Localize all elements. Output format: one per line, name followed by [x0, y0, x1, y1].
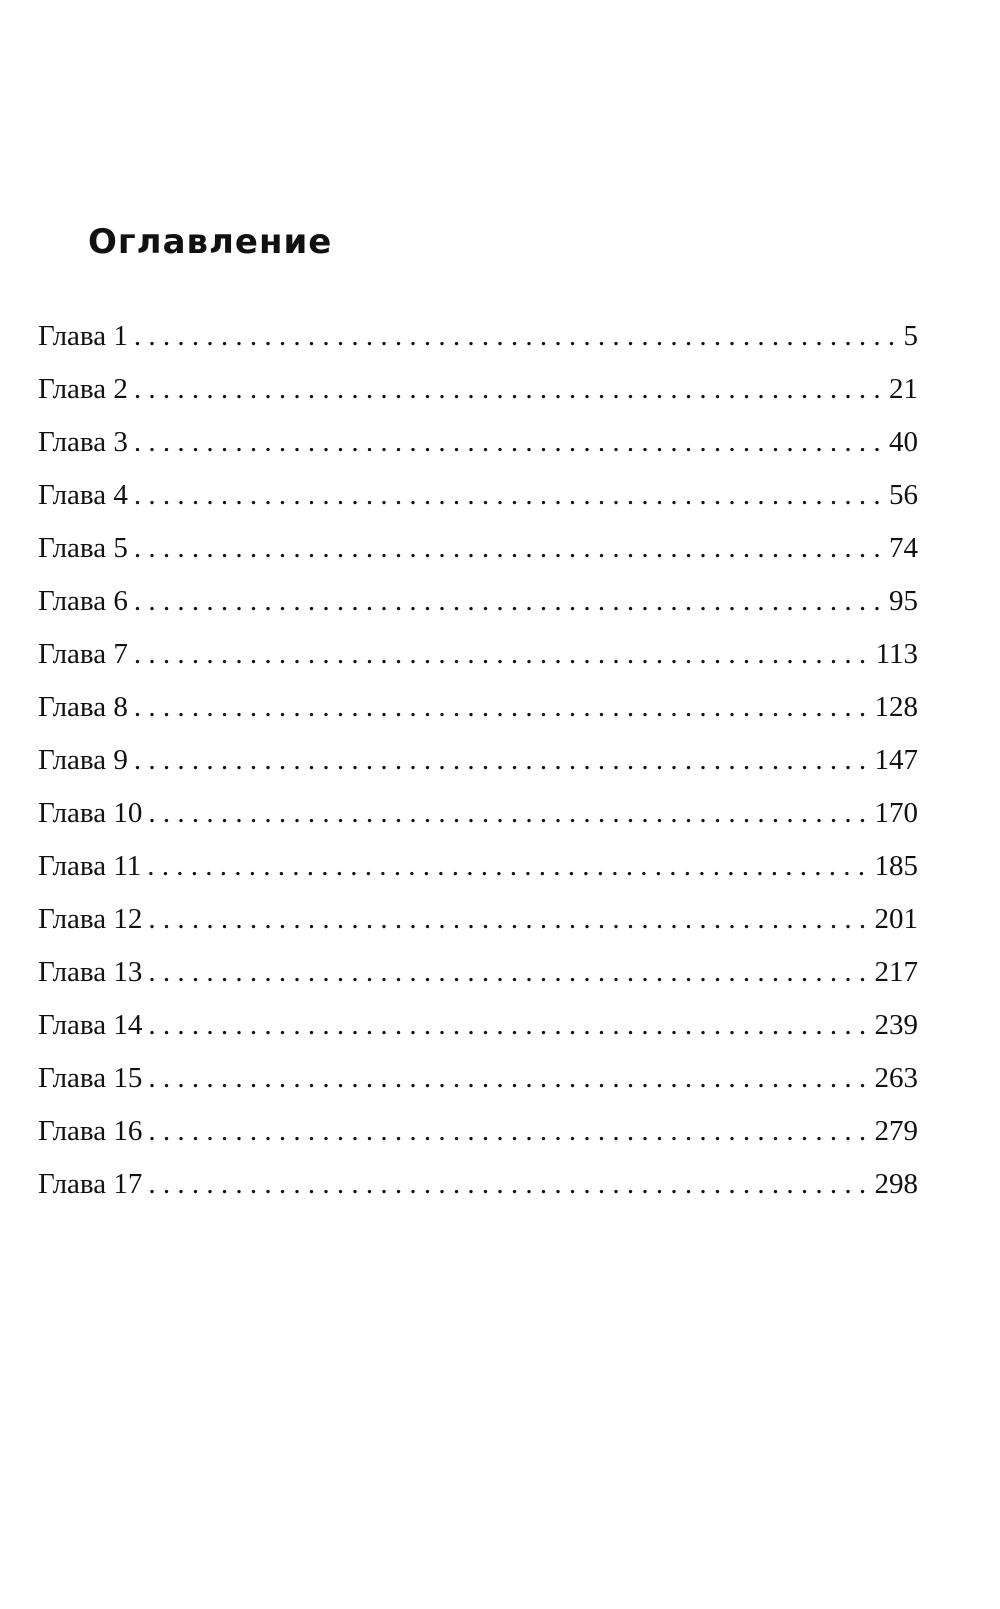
toc-entry[interactable]: [38, 310, 918, 363]
toc-chapter-title: Глава 12: [38, 903, 143, 935]
toc-entry[interactable]: [38, 469, 918, 522]
toc-dot-leader: [148, 1158, 872, 1211]
toc-page-number: 263: [874, 1062, 918, 1094]
toc-entry[interactable]: [38, 999, 918, 1052]
toc-page-number: 95: [889, 585, 918, 617]
toc-dot-leader: [134, 734, 873, 787]
toc-page-number: 113: [875, 638, 918, 670]
toc-entry[interactable]: [38, 893, 918, 946]
toc-dot-leader: [134, 575, 887, 628]
toc-dot-leader: [134, 363, 887, 416]
toc-dot-leader: [148, 893, 872, 946]
toc-chapter-title: Глава 8: [38, 691, 128, 723]
toc-chapter-title: Глава 9: [38, 744, 128, 776]
toc-dot-leader: [148, 787, 872, 840]
toc-page-number: 128: [874, 691, 918, 723]
toc-entry[interactable]: [38, 734, 918, 787]
toc-chapter-title: Глава 16: [38, 1115, 143, 1147]
toc-dot-leader: [148, 1105, 872, 1158]
toc-entry[interactable]: [38, 522, 918, 575]
toc-chapter-title: Глава 2: [38, 373, 128, 405]
toc-page-number: 147: [874, 744, 918, 776]
toc-list: [38, 310, 918, 1211]
toc-page-number: 56: [889, 479, 918, 511]
toc-entry[interactable]: [38, 1158, 918, 1211]
toc-heading: Оглавление: [88, 222, 333, 262]
toc-page-number: 21: [889, 373, 918, 405]
toc-page-number: 298: [874, 1168, 918, 1200]
toc-entry[interactable]: [38, 1105, 918, 1158]
toc-dot-leader: [134, 416, 887, 469]
toc-dot-leader: [134, 522, 887, 575]
toc-page-number: 279: [874, 1115, 918, 1147]
toc-dot-leader: [134, 469, 887, 522]
toc-chapter-title: Глава 15: [38, 1062, 143, 1094]
toc-entry[interactable]: [38, 1052, 918, 1105]
toc-chapter-title: Глава 14: [38, 1009, 143, 1041]
toc-chapter-title: Глава 17: [38, 1168, 143, 1200]
toc-entry[interactable]: [38, 787, 918, 840]
toc-dot-leader: [148, 999, 872, 1052]
toc-entry[interactable]: [38, 946, 918, 999]
toc-page-number: 40: [889, 426, 918, 458]
toc-entry[interactable]: [38, 575, 918, 628]
toc-entry[interactable]: [38, 840, 918, 893]
toc-page-number: 185: [874, 850, 918, 882]
toc-entry[interactable]: [38, 363, 918, 416]
toc-page-number: 74: [889, 532, 918, 564]
toc-dot-leader: [148, 946, 872, 999]
toc-chapter-title: Глава 4: [38, 479, 128, 511]
toc-entry[interactable]: [38, 416, 918, 469]
toc-chapter-title: Глава 11: [38, 850, 142, 882]
toc-chapter-title: Глава 1: [38, 320, 128, 352]
toc-page-number: 5: [903, 320, 918, 352]
toc-page-number: 239: [874, 1009, 918, 1041]
toc-dot-leader: [134, 681, 873, 734]
toc-dot-leader: [148, 1052, 872, 1105]
toc-page-number: 201: [874, 903, 918, 935]
toc-chapter-title: Глава 6: [38, 585, 128, 617]
toc-chapter-title: Глава 10: [38, 797, 143, 829]
toc-chapter-title: Глава 7: [38, 638, 128, 670]
toc-dot-leader: [134, 310, 902, 363]
toc-page-number: 217: [874, 956, 918, 988]
toc-chapter-title: Глава 5: [38, 532, 128, 564]
toc-dot-leader: [134, 628, 874, 681]
toc-entry[interactable]: [38, 628, 918, 681]
toc-entry[interactable]: [38, 681, 918, 734]
toc-dot-leader: [147, 840, 872, 893]
toc-page-number: 170: [874, 797, 918, 829]
toc-chapter-title: Глава 3: [38, 426, 128, 458]
toc-chapter-title: Глава 13: [38, 956, 143, 988]
